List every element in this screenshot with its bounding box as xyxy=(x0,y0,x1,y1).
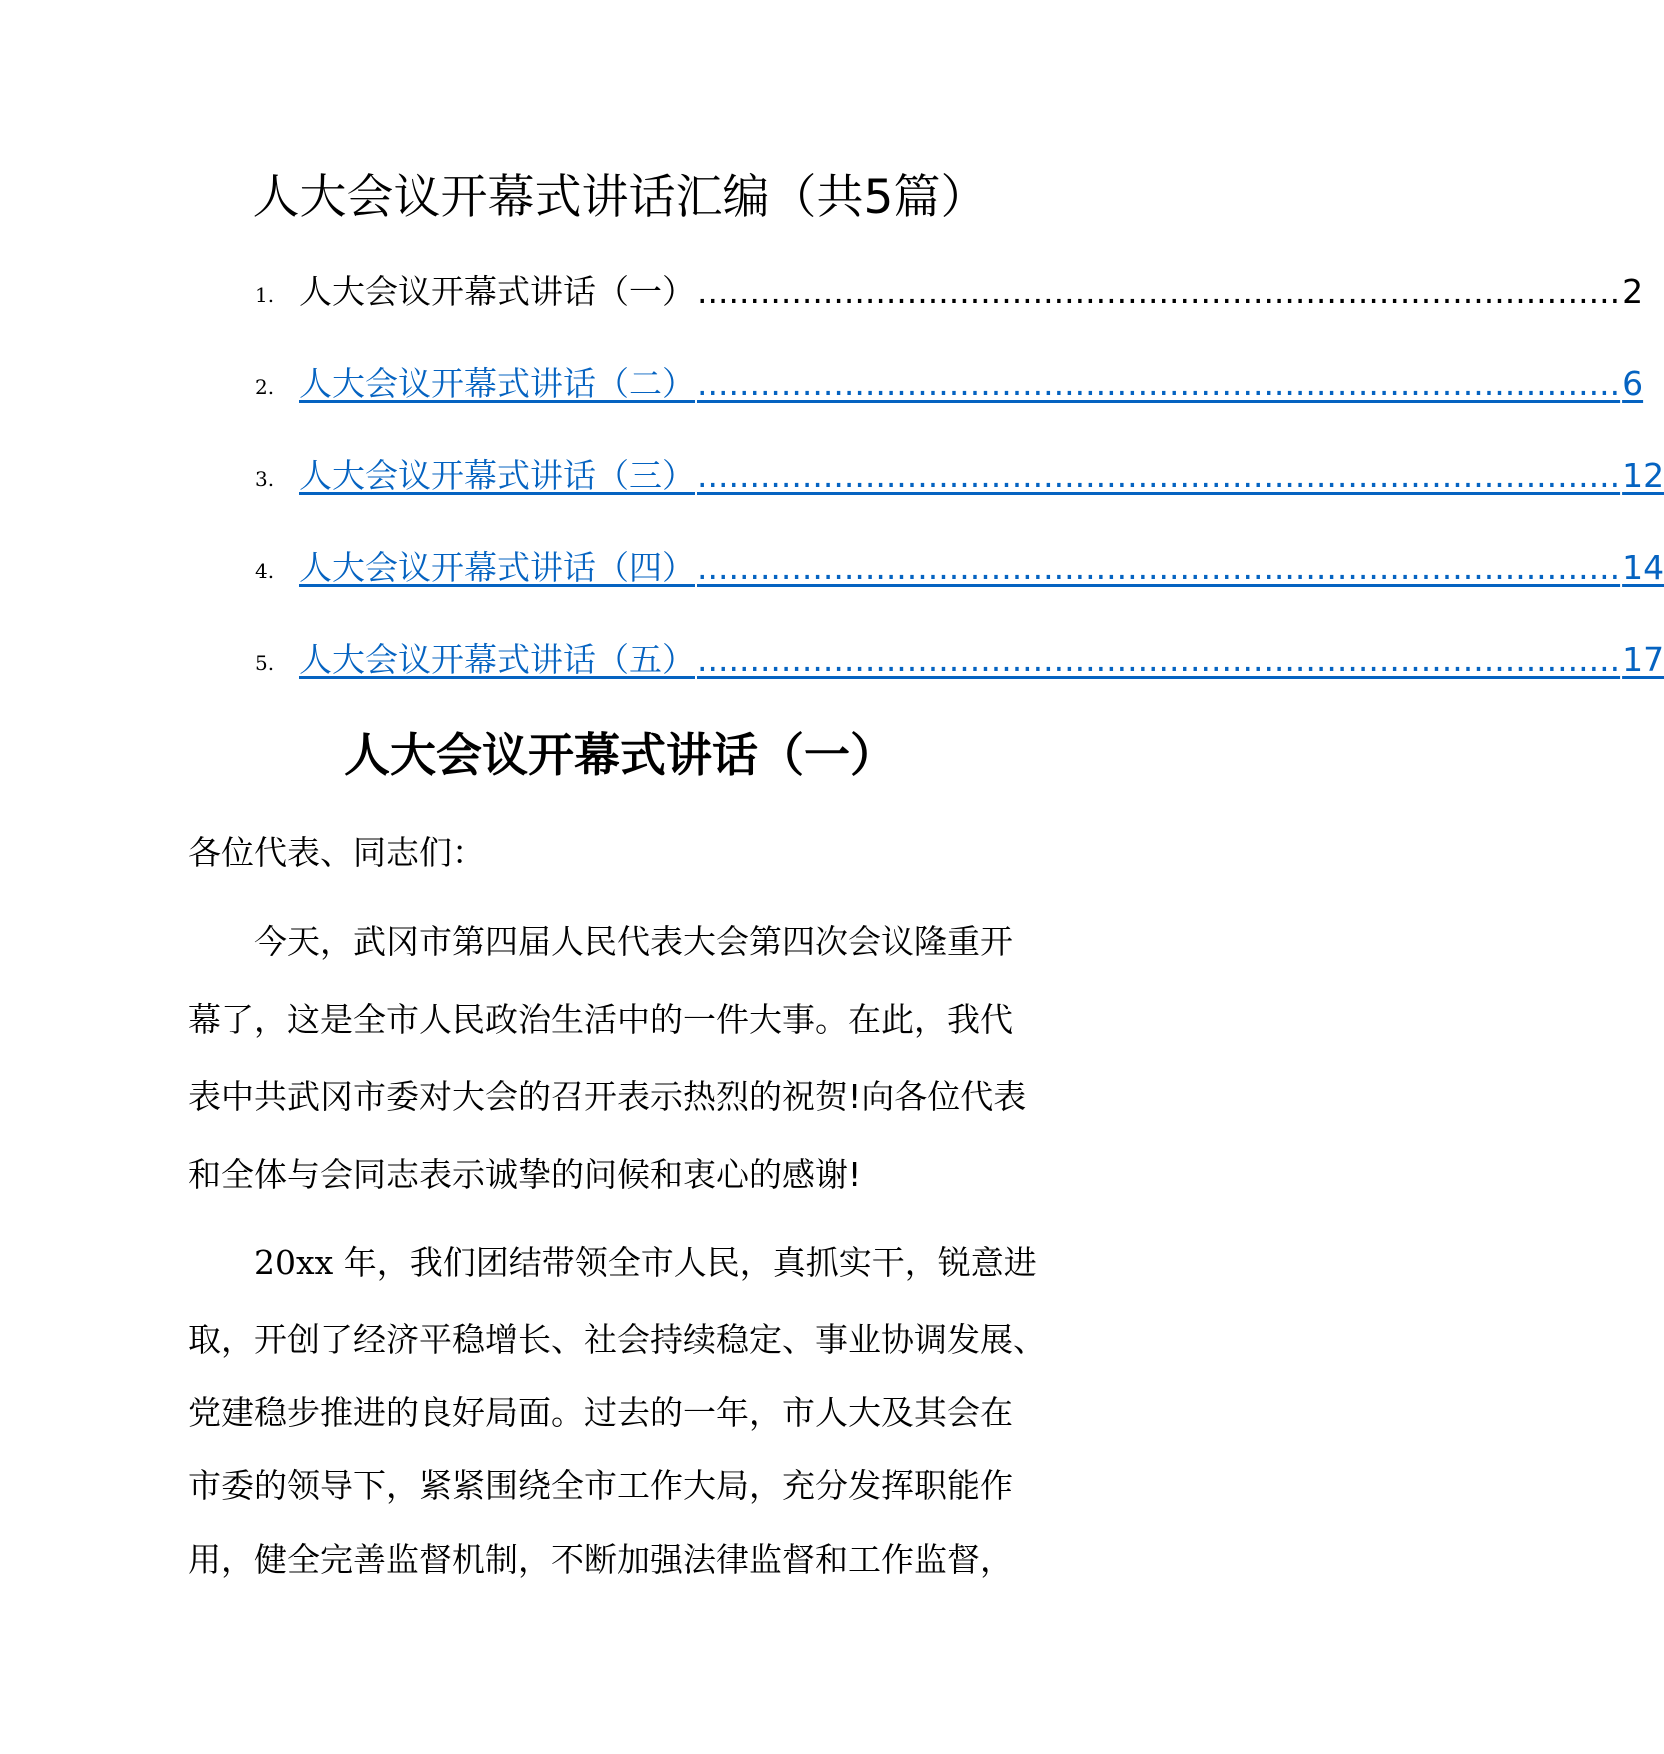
toc-item-page: 17 xyxy=(1622,640,1664,679)
toc-item-text: 人大会议开幕式讲话（一） xyxy=(299,272,695,311)
toc-leader-dots: ........................................................................................ xyxy=(697,548,1621,587)
toc-entry-link[interactable] xyxy=(299,635,1664,685)
year-text: 20xx xyxy=(254,1243,334,1282)
paragraph-line: 表中共武冈市委对大会的召开表示热烈的祝贺!向各位代表 xyxy=(188,1077,1027,1116)
salutation: 各位代表、同志们： xyxy=(188,833,485,872)
toc-item-number: 5. xyxy=(255,651,275,675)
toc-item-page: 2 xyxy=(1622,272,1644,311)
toc-leader-dots: ........................................................................................ xyxy=(697,456,1621,495)
paragraph-line: 取，开创了经济平稳增长、社会持续稳定、事业协调发展、 xyxy=(188,1320,1046,1359)
toc-entry-link[interactable] xyxy=(299,359,1644,409)
toc-item-number: 1. xyxy=(255,283,275,307)
section-title: 人大会议开幕式讲话（一） xyxy=(344,728,896,782)
toc-entry-link[interactable] xyxy=(299,267,1644,317)
document-title: 人大会议开幕式讲话汇编（共5篇） xyxy=(252,170,988,225)
toc-leader-dots: ........................................................................................ xyxy=(697,364,1621,403)
toc-item-number: 3. xyxy=(255,467,275,491)
toc-item-text: 人大会议开幕式讲话（二） xyxy=(299,364,695,403)
paragraph-line: 市委的领导下，紧紧围绕全市工作大局，充分发挥职能作 xyxy=(188,1466,1013,1505)
toc-item xyxy=(255,359,1644,409)
paragraph-line: 和全体与会同志表示诚挚的问候和衷心的感谢! xyxy=(188,1155,862,1194)
toc-item xyxy=(255,267,1644,317)
toc-entry-link[interactable] xyxy=(299,543,1664,593)
toc-item-number: 2. xyxy=(255,375,275,399)
paragraph-line: 今天，武冈市第四届人民代表大会第四次会议隆重开 xyxy=(254,922,1013,961)
toc-item-text: 人大会议开幕式讲话（三） xyxy=(299,456,695,495)
toc-item-number: 4. xyxy=(255,559,275,583)
toc-leader-dots: ........................................................................................ xyxy=(697,272,1621,311)
toc-leader-dots: ........................................................................................ xyxy=(697,640,1621,679)
toc-item xyxy=(255,635,1664,685)
toc-item-text: 人大会议开幕式讲话（四） xyxy=(299,548,695,587)
toc-item xyxy=(255,543,1664,593)
toc-item-page: 12 xyxy=(1622,456,1664,495)
toc-item-page: 14 xyxy=(1622,548,1664,587)
paragraph-line: 党建稳步推进的良好局面。过去的一年，市人大及其会在 xyxy=(188,1393,1013,1432)
toc-entry-link[interactable] xyxy=(299,451,1664,501)
toc-item-text: 人大会议开幕式讲话（五） xyxy=(299,640,695,679)
paragraph-line: 用，健全完善监督机制，不断加强法律监督和工作监督， xyxy=(188,1540,1013,1579)
paragraph-line: 幕了，这是全市人民政治生活中的一件大事。在此，我代 xyxy=(188,1000,1013,1039)
toc-item-page: 6 xyxy=(1622,364,1644,403)
paragraph-line-text: 年，我们团结带领全市人民，真抓实干，锐意进 xyxy=(343,1243,1037,1282)
paragraph-line xyxy=(254,1238,1037,1288)
toc-item xyxy=(255,451,1664,501)
